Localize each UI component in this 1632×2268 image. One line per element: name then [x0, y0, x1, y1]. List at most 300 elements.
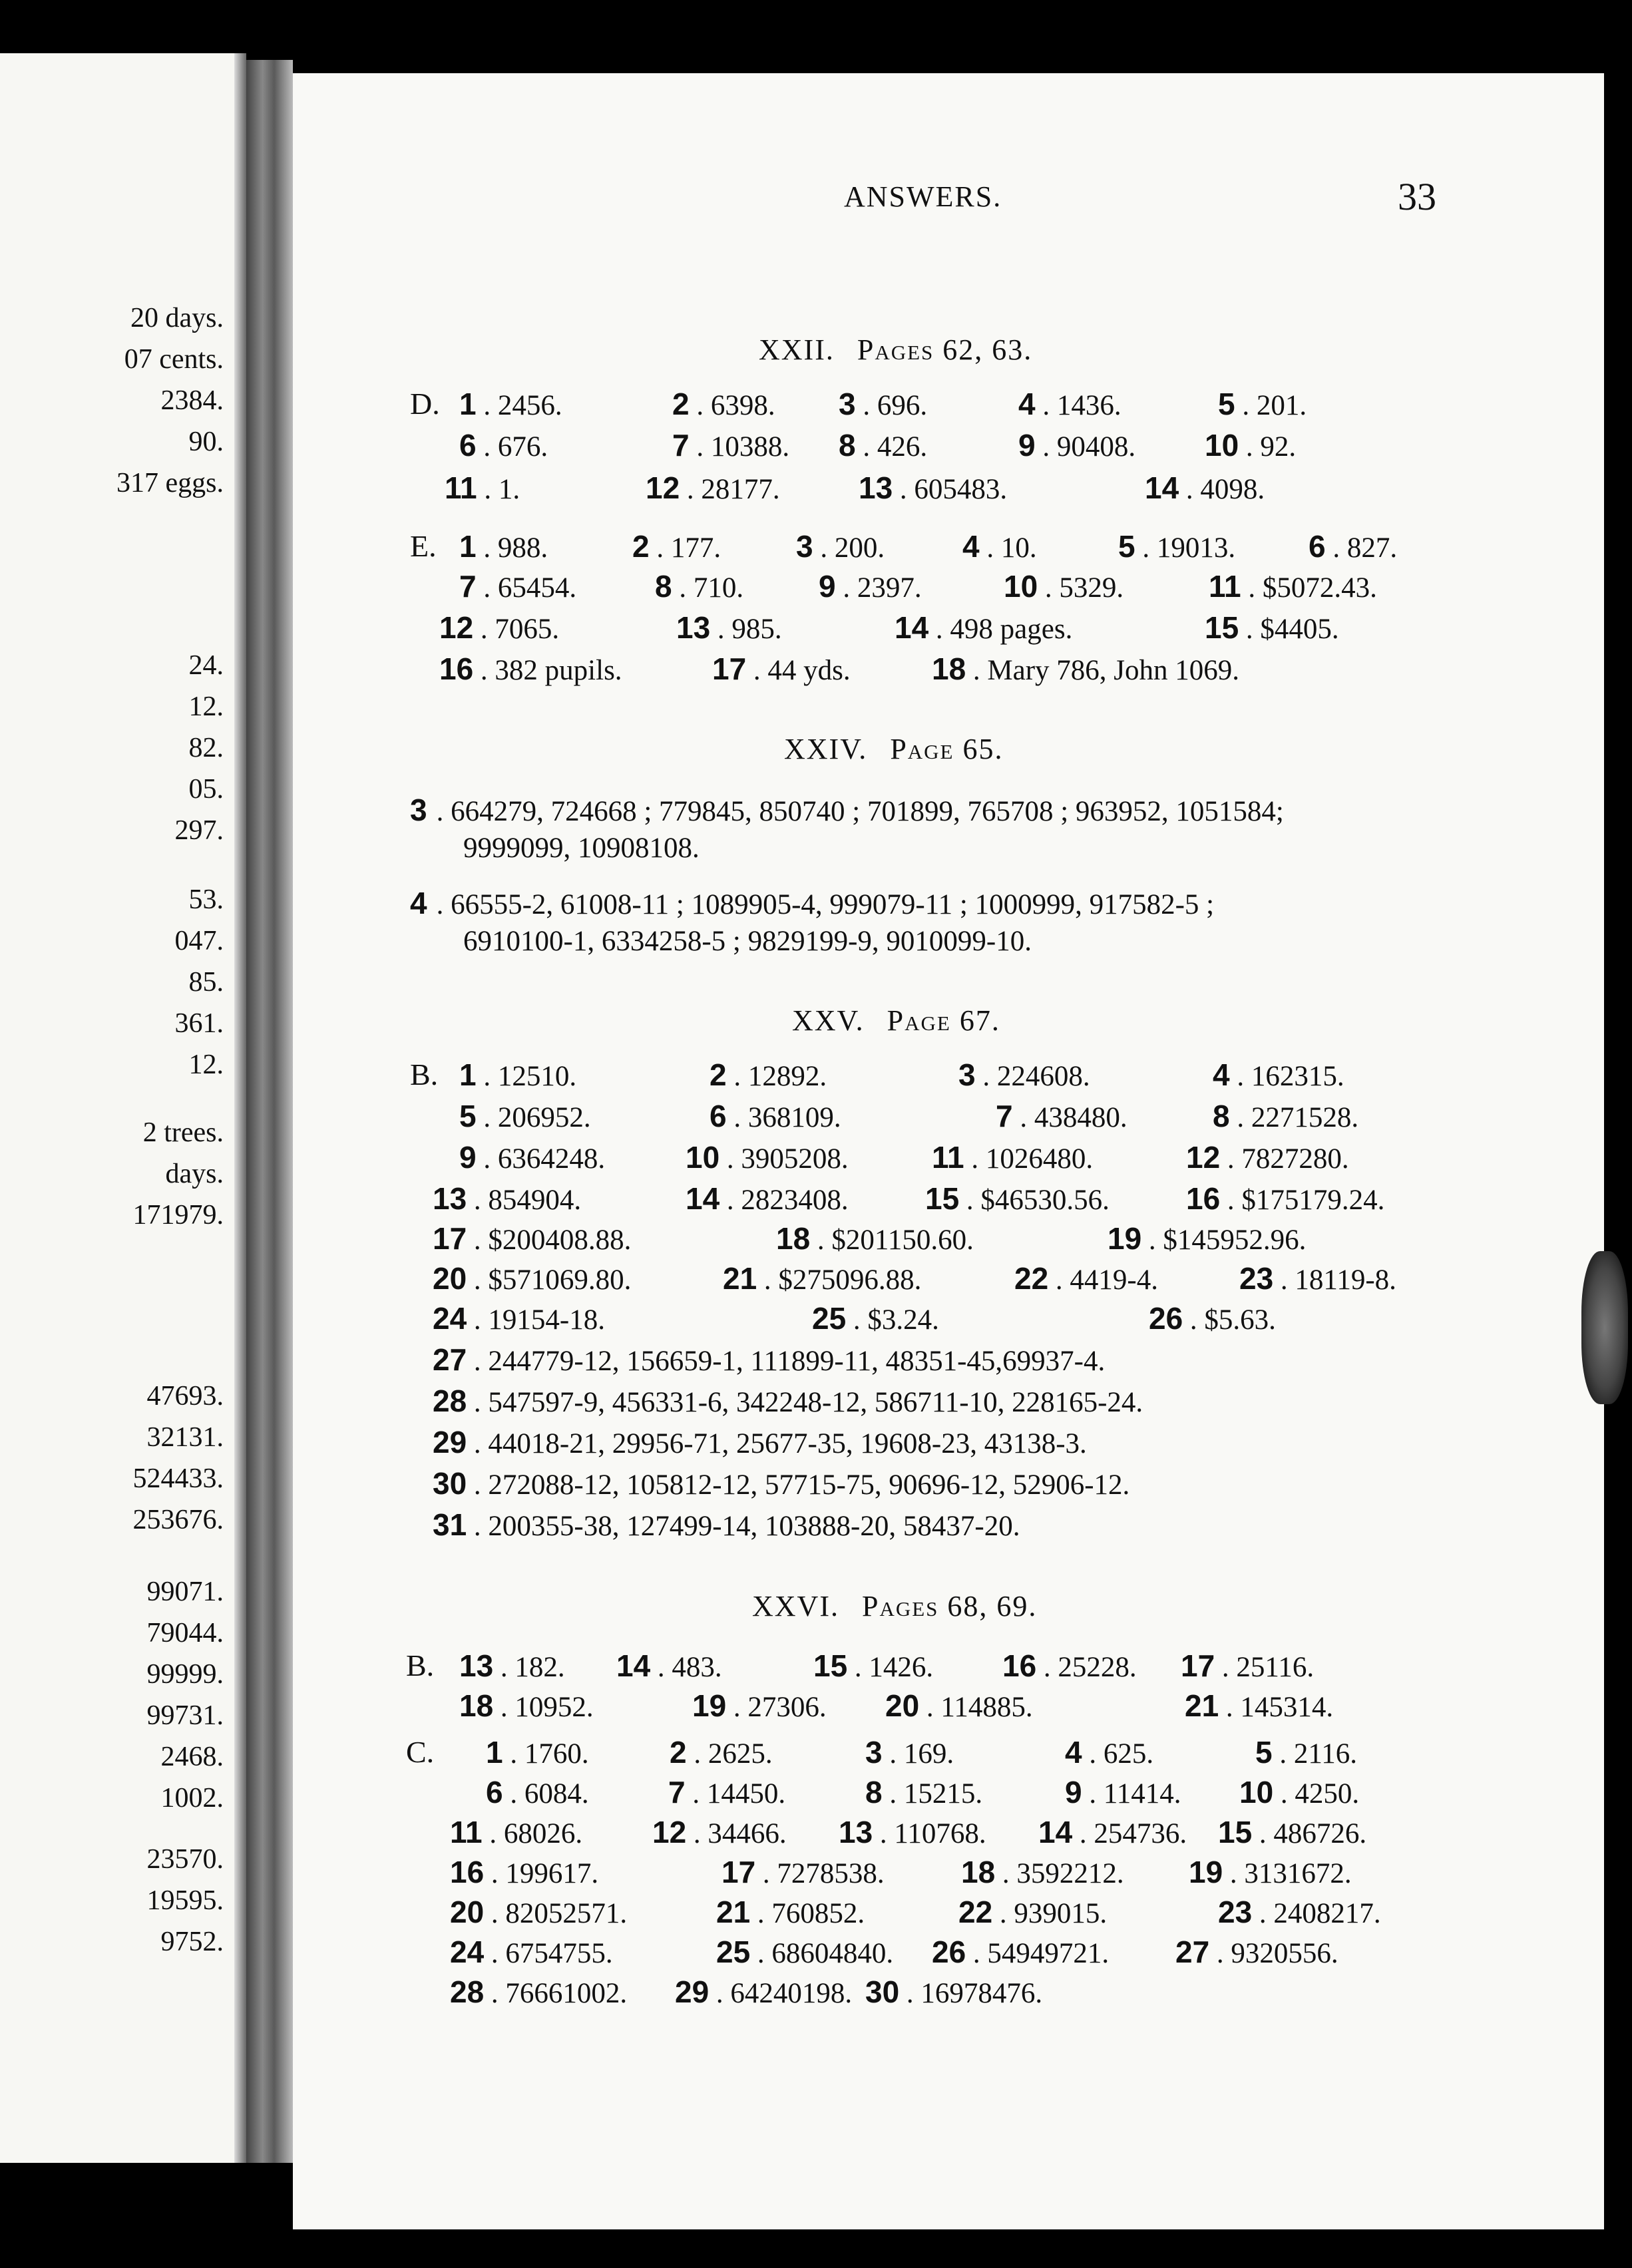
answer-value: . 939015.	[992, 1898, 1108, 1929]
answer-value: . 985.	[710, 614, 782, 645]
answer-value: . 3131672.	[1223, 1858, 1352, 1889]
answer-number: 18	[459, 1688, 494, 1723]
answer-item	[433, 1424, 1087, 1460]
answer-value: . 272088-12, 105812-12, 57715-75, 90696-12, 52906-12.	[467, 1469, 1130, 1501]
answer-number: 8	[655, 569, 672, 604]
answer-item	[1239, 1774, 1359, 1810]
left-page-line: 19595.	[146, 1885, 224, 1916]
answer-number: 23	[1239, 1261, 1274, 1296]
answer-line	[410, 885, 1214, 921]
answer-value: . 145314.	[1219, 1692, 1334, 1723]
answer-number: 27	[433, 1342, 467, 1377]
answer-item	[433, 1465, 1129, 1501]
answer-number: 28	[450, 1975, 485, 2009]
answer-item	[450, 1934, 613, 1970]
answer-value: . 6364248.	[476, 1143, 606, 1175]
group-label-b: B.	[410, 1057, 439, 1091]
answer-item	[796, 528, 885, 564]
answer-number: 22	[958, 1895, 993, 1929]
answer-number: 1	[459, 387, 477, 421]
answer-number: 14	[686, 1181, 720, 1216]
answer-number: 26	[1149, 1301, 1183, 1336]
answer-value: . 2116.	[1272, 1738, 1357, 1770]
answer-item	[646, 470, 780, 506]
answer-value: . 710.	[672, 572, 744, 604]
answer-value: . 25228.	[1036, 1652, 1137, 1683]
answer-value: . 254736.	[1072, 1818, 1187, 1849]
answer-item	[1218, 1814, 1366, 1850]
answer-item	[1309, 528, 1397, 564]
answer-number: 6	[459, 428, 477, 463]
left-page-line: 047.	[174, 926, 224, 956]
answer-value: . 7278538.	[755, 1858, 885, 1889]
answer-number: 2	[632, 529, 650, 564]
answer-item	[616, 1648, 722, 1684]
answer-item	[819, 568, 922, 604]
answer-item	[459, 1057, 576, 1093]
answer-item	[459, 427, 548, 463]
answer-value: . 1436.	[1035, 390, 1122, 421]
answer-number: 17	[721, 1855, 756, 1889]
answer-value: . 2408217.	[1252, 1898, 1381, 1929]
answer-item	[433, 1507, 1020, 1543]
answer-line	[463, 832, 700, 864]
answer-value: . $275096.88.	[757, 1264, 922, 1296]
answer-item	[632, 528, 721, 564]
answer-number: 20	[433, 1261, 467, 1296]
answer-value: 9999099, 10908108.	[463, 833, 700, 864]
answer-item	[812, 1300, 939, 1336]
answer-value: . 760852.	[750, 1898, 865, 1929]
answer-item	[433, 1221, 631, 1256]
answer-item	[1255, 1734, 1357, 1770]
left-page-line: 297.	[174, 815, 224, 846]
answer-value: . 3905208.	[719, 1143, 849, 1175]
answer-number: 29	[675, 1975, 710, 2009]
answer-number: 18	[932, 652, 966, 686]
answer-number: 16	[1186, 1181, 1221, 1216]
answer-number: 21	[1185, 1688, 1219, 1723]
answer-value: . 10952.	[493, 1692, 594, 1723]
answer-item	[1218, 1894, 1381, 1930]
answer-item	[433, 1342, 1105, 1378]
answer-value: . $175179.24.	[1220, 1185, 1385, 1216]
answer-item	[459, 1098, 591, 1134]
group-label-b-xxvi: B.	[406, 1648, 435, 1682]
answer-value: . 182.	[493, 1652, 565, 1683]
answer-number: 15	[1205, 610, 1239, 645]
answer-item	[433, 1181, 581, 1217]
answer-item	[486, 1734, 589, 1770]
answer-value: . 382 pupils.	[473, 655, 622, 686]
answer-number: 23	[1218, 1895, 1253, 1929]
answer-value: . 200.	[813, 532, 885, 564]
answer-item	[1038, 1814, 1187, 1850]
answer-value: . 201.	[1235, 390, 1307, 421]
answer-number: 3	[796, 529, 813, 564]
answer-item	[459, 1139, 605, 1175]
left-page-line: 05.	[188, 774, 224, 805]
answer-item	[459, 568, 576, 604]
answer-number: 14	[1038, 1815, 1073, 1849]
answer-item	[439, 610, 559, 646]
answer-value: . 4250.	[1273, 1778, 1360, 1809]
answer-item	[1018, 427, 1135, 463]
left-page-edge	[234, 53, 246, 2163]
answer-value: . 162315.	[1229, 1061, 1344, 1092]
left-page-line: 12.	[188, 691, 224, 722]
left-page-line: 12.	[188, 1049, 224, 1080]
answer-item	[1205, 610, 1339, 646]
answer-value: . 1760.	[503, 1738, 589, 1770]
answer-number: 1	[459, 529, 477, 564]
answer-item	[925, 1181, 1110, 1217]
answer-value: . 10388.	[689, 431, 790, 463]
answer-number: 10	[1205, 428, 1239, 463]
answer-item	[439, 651, 622, 687]
answer-number: 9	[459, 1140, 477, 1175]
answer-value: . 4419-4.	[1048, 1264, 1158, 1296]
answer-value: . 547597-9, 456331-6, 342248-12, 586711-10, 228165-24.	[467, 1387, 1143, 1418]
answer-value: . 25116.	[1215, 1652, 1315, 1683]
answer-item	[668, 1774, 785, 1810]
answer-number: 3	[410, 793, 427, 827]
answer-number: 5	[459, 1099, 477, 1133]
answer-item	[686, 1181, 849, 1217]
answer-value: . 2397.	[835, 572, 922, 604]
answer-item	[459, 1688, 594, 1724]
answer-item	[1205, 427, 1296, 463]
answer-item	[932, 1139, 1093, 1175]
answer-value: . 7827280.	[1220, 1143, 1349, 1175]
answer-number: 13	[839, 1815, 873, 1849]
answer-value: . 44018-21, 29956-71, 25677-35, 19608-23, 43138-3.	[467, 1428, 1087, 1459]
answer-value: . $145952.96.	[1141, 1225, 1307, 1256]
answer-item	[1118, 528, 1235, 564]
answer-number: 6	[710, 1099, 727, 1133]
answer-number: 1	[486, 1735, 503, 1770]
answer-number: 15	[925, 1181, 960, 1216]
answer-line	[463, 925, 1032, 958]
answer-number: 10	[686, 1140, 720, 1175]
answer-line	[410, 792, 1284, 828]
answer-number: 14	[616, 1648, 651, 1683]
answer-value: . 16978476.	[899, 1978, 1043, 2009]
answer-number: 4	[1065, 1735, 1082, 1770]
answer-value: . 2456.	[476, 390, 562, 421]
answer-item	[686, 1139, 849, 1175]
answer-number: 8	[1213, 1099, 1230, 1133]
answer-value: . $5072.43.	[1241, 572, 1377, 604]
answer-number: 2	[672, 387, 690, 421]
answer-value: . 483.	[650, 1652, 722, 1683]
answer-item	[710, 1057, 827, 1093]
left-page-line: 317 eggs.	[116, 468, 224, 498]
answer-item	[450, 1974, 627, 2010]
answer-number: 6	[1309, 529, 1326, 564]
answer-item	[450, 1814, 582, 1850]
section-title-xxii: XXII. Pages 62, 63.	[759, 333, 1033, 366]
answer-value: . 177.	[649, 532, 721, 564]
answer-number: 9	[1065, 1775, 1082, 1809]
answer-value: . 854904.	[467, 1185, 582, 1216]
answer-item	[1181, 1648, 1314, 1684]
answer-value: . $3.24.	[846, 1304, 939, 1336]
answer-value: . 676.	[476, 431, 548, 463]
answer-item	[885, 1688, 1033, 1724]
answer-item	[433, 1383, 1143, 1419]
answer-item	[1186, 1139, 1349, 1175]
answer-item	[839, 427, 927, 463]
answer-number: 12	[652, 1815, 687, 1849]
answer-item	[433, 1260, 631, 1296]
answer-item	[1213, 1098, 1358, 1134]
answer-number: 9	[819, 569, 836, 604]
answer-item	[895, 610, 1072, 646]
answer-value: . 2823408.	[719, 1185, 849, 1216]
answer-item	[1108, 1221, 1306, 1256]
section-title-xxvi: XXVI. Pages 68, 69.	[752, 1590, 1038, 1622]
answer-number: 13	[459, 1648, 494, 1683]
answer-value: . 54949721.	[966, 1938, 1110, 1969]
answer-number: 13	[676, 610, 711, 645]
left-page-line: 24.	[188, 650, 224, 681]
answer-value: . Mary 786, John 1069.	[966, 655, 1240, 686]
answer-item	[676, 610, 782, 646]
answer-number: 8	[839, 428, 856, 463]
page-number: 33	[1398, 175, 1436, 218]
book-gutter	[246, 60, 293, 2163]
answer-value: . 34466.	[686, 1818, 787, 1849]
answer-value: . 12510.	[476, 1061, 577, 1092]
left-page-line: 2 trees.	[142, 1117, 224, 1148]
answer-number: 19	[692, 1688, 727, 1723]
left-page-line: 79044.	[146, 1618, 224, 1648]
answer-item	[1004, 568, 1123, 604]
answer-item	[1209, 568, 1377, 604]
answer-number: 11	[1209, 569, 1241, 604]
answer-number: 16	[450, 1855, 485, 1889]
answer-number: 20	[450, 1895, 485, 1929]
answer-item	[932, 651, 1239, 687]
answer-item	[652, 1814, 787, 1850]
answer-value: . 426.	[855, 431, 928, 463]
answer-number: 14	[1145, 471, 1179, 505]
answer-item	[1145, 470, 1265, 506]
answer-item	[958, 1057, 1090, 1093]
answer-number: 4	[1018, 387, 1036, 421]
answer-item	[433, 1300, 605, 1336]
left-page-line: 171979.	[132, 1200, 224, 1230]
answer-value: . 14450.	[685, 1778, 786, 1809]
answer-number: 5	[1218, 387, 1235, 421]
answer-value: . 368109.	[726, 1102, 841, 1133]
group-label-d: D.	[410, 387, 440, 421]
answer-item	[839, 386, 927, 422]
answer-number: 27	[1175, 1935, 1210, 1969]
answer-number: 30	[433, 1466, 467, 1501]
answer-item	[1239, 1260, 1396, 1296]
left-page-line: 99731.	[146, 1700, 224, 1731]
answer-value: . 110768.	[873, 1818, 986, 1849]
group-label-c: C.	[406, 1735, 435, 1769]
answer-number: 11	[450, 1815, 483, 1849]
answer-value: . 3592212.	[995, 1858, 1124, 1889]
answer-number: 10	[1239, 1775, 1274, 1809]
left-page-line: 2468.	[160, 1742, 224, 1772]
answer-value: . $46530.56.	[959, 1185, 1110, 1216]
answer-item	[712, 651, 851, 687]
answer-item	[1189, 1854, 1352, 1890]
answer-item	[655, 568, 743, 604]
answer-number: 2	[670, 1735, 687, 1770]
answer-number: 7	[668, 1775, 686, 1809]
answer-number: 21	[716, 1895, 751, 1929]
answer-number: 16	[1002, 1648, 1037, 1683]
answer-value: . 68026.	[482, 1818, 583, 1849]
answer-number: 17	[433, 1221, 467, 1256]
answer-item	[1065, 1774, 1181, 1810]
left-page	[0, 53, 246, 2163]
answer-value: . 7065.	[473, 614, 560, 645]
section-title-xxv: XXV. Page 67.	[792, 1004, 1000, 1037]
answer-number: 3	[865, 1735, 883, 1770]
answer-item	[813, 1648, 933, 1684]
answer-value: . $200408.88.	[467, 1225, 632, 1256]
answer-item	[1149, 1300, 1276, 1336]
answer-value: . 64240198.	[709, 1978, 853, 2009]
answer-item	[1065, 1734, 1153, 1770]
answer-number: 13	[859, 471, 893, 505]
answer-value: . 605483.	[893, 474, 1008, 505]
answer-number: 30	[865, 1975, 900, 2009]
answer-number: 6	[486, 1775, 503, 1809]
answer-value: . 206952.	[476, 1102, 591, 1133]
answer-value: . 65454.	[476, 572, 577, 604]
answer-number: 31	[433, 1507, 467, 1542]
answer-value: . 9320556.	[1209, 1938, 1338, 1969]
answer-number: 10	[1004, 569, 1038, 604]
answer-number: 25	[812, 1301, 847, 1336]
answer-number: 28	[433, 1384, 467, 1418]
answer-number: 7	[672, 428, 690, 463]
answer-number: 8	[865, 1775, 883, 1809]
left-page-line: 253676.	[132, 1505, 224, 1535]
answer-value: . 27306.	[726, 1692, 827, 1723]
answer-number: 5	[1255, 1735, 1273, 1770]
answer-item	[961, 1854, 1124, 1890]
answer-item	[459, 528, 548, 564]
answer-number: 24	[433, 1301, 467, 1336]
answer-number: 2	[710, 1057, 727, 1092]
answer-item	[865, 1974, 1042, 2010]
answer-value: . 6754755.	[484, 1938, 613, 1969]
answer-number: 18	[961, 1855, 996, 1889]
answer-item	[1014, 1260, 1158, 1296]
answer-value: . 28177.	[680, 474, 780, 505]
answer-item	[675, 1974, 852, 2010]
answer-number: 11	[445, 471, 477, 505]
answer-value: . 76661002.	[484, 1978, 628, 2009]
answer-number: 25	[716, 1935, 751, 1969]
answer-number: 5	[1118, 529, 1135, 564]
answer-item	[450, 1894, 627, 1930]
left-page-line: days.	[165, 1159, 224, 1189]
answer-number: 16	[439, 652, 474, 686]
answer-number: 4	[962, 529, 980, 564]
answer-item	[716, 1934, 893, 1970]
left-page-line: 1002.	[160, 1783, 224, 1813]
left-page-line: 47693.	[146, 1381, 224, 1412]
answer-number: 26	[932, 1935, 966, 1969]
answer-value: . 15215.	[882, 1778, 983, 1809]
answer-number: 18	[776, 1221, 811, 1256]
answer-value: . 827.	[1325, 532, 1398, 564]
answer-item	[1218, 386, 1307, 422]
answer-item	[958, 1894, 1107, 1930]
answer-number: 3	[839, 387, 856, 421]
answer-number: 11	[932, 1140, 964, 1175]
answer-number: 17	[712, 652, 747, 686]
answer-value: . 244779-12, 156659-1, 111899-11, 48351-45,69937-4.	[467, 1346, 1106, 1377]
answer-value: . 625.	[1082, 1738, 1154, 1770]
answer-value: . 2625.	[686, 1738, 773, 1770]
answer-value: . 10.	[979, 532, 1037, 564]
left-page-line: 85.	[188, 967, 224, 998]
answer-value: . 44 yds.	[746, 655, 851, 686]
page-smudge	[1581, 1251, 1628, 1404]
left-page-line: 23570.	[146, 1844, 224, 1875]
answer-item	[776, 1221, 974, 1256]
answer-value: . 200355-38, 127499-14, 103888-20, 58437-20.	[467, 1511, 1020, 1542]
answer-number: 29	[433, 1425, 467, 1459]
answer-number: 15	[813, 1648, 848, 1683]
answer-number: 19	[1189, 1855, 1223, 1889]
answer-number: 12	[439, 610, 474, 645]
left-page-line: 07 cents.	[124, 344, 224, 375]
answer-number: 1	[459, 1057, 477, 1092]
answer-value: . 1426.	[847, 1652, 934, 1683]
answer-item	[716, 1894, 865, 1930]
answer-number: 4	[1213, 1057, 1230, 1092]
answer-value: . 19154-18.	[467, 1304, 605, 1336]
group-label-e: E.	[410, 529, 437, 563]
answer-number: 12	[646, 471, 680, 505]
answer-item	[1175, 1934, 1338, 1970]
answer-number: 21	[723, 1261, 757, 1296]
answer-value: . 6084.	[503, 1778, 589, 1809]
answer-item	[1213, 1057, 1344, 1093]
answer-value: . 4098.	[1179, 474, 1265, 505]
answer-value: . $4405.	[1239, 614, 1339, 645]
answer-item	[672, 427, 789, 463]
answer-item	[1185, 1688, 1333, 1724]
answer-value: . 92.	[1239, 431, 1297, 463]
left-page-line: 53.	[188, 884, 224, 915]
left-page-line: 90.	[188, 427, 224, 457]
answer-item	[486, 1774, 589, 1810]
answer-value: . 696.	[855, 390, 928, 421]
answer-number: 7	[459, 569, 477, 604]
answer-number: 4	[410, 886, 427, 920]
answer-number: 20	[885, 1688, 920, 1723]
answer-value: . 18119-8.	[1273, 1264, 1396, 1296]
answer-item	[962, 528, 1037, 564]
answer-number: 7	[996, 1099, 1013, 1133]
answer-value: . 82052571.	[484, 1898, 628, 1929]
answer-value: . 68604840.	[750, 1938, 894, 1969]
answer-value: . 90408.	[1035, 431, 1136, 463]
